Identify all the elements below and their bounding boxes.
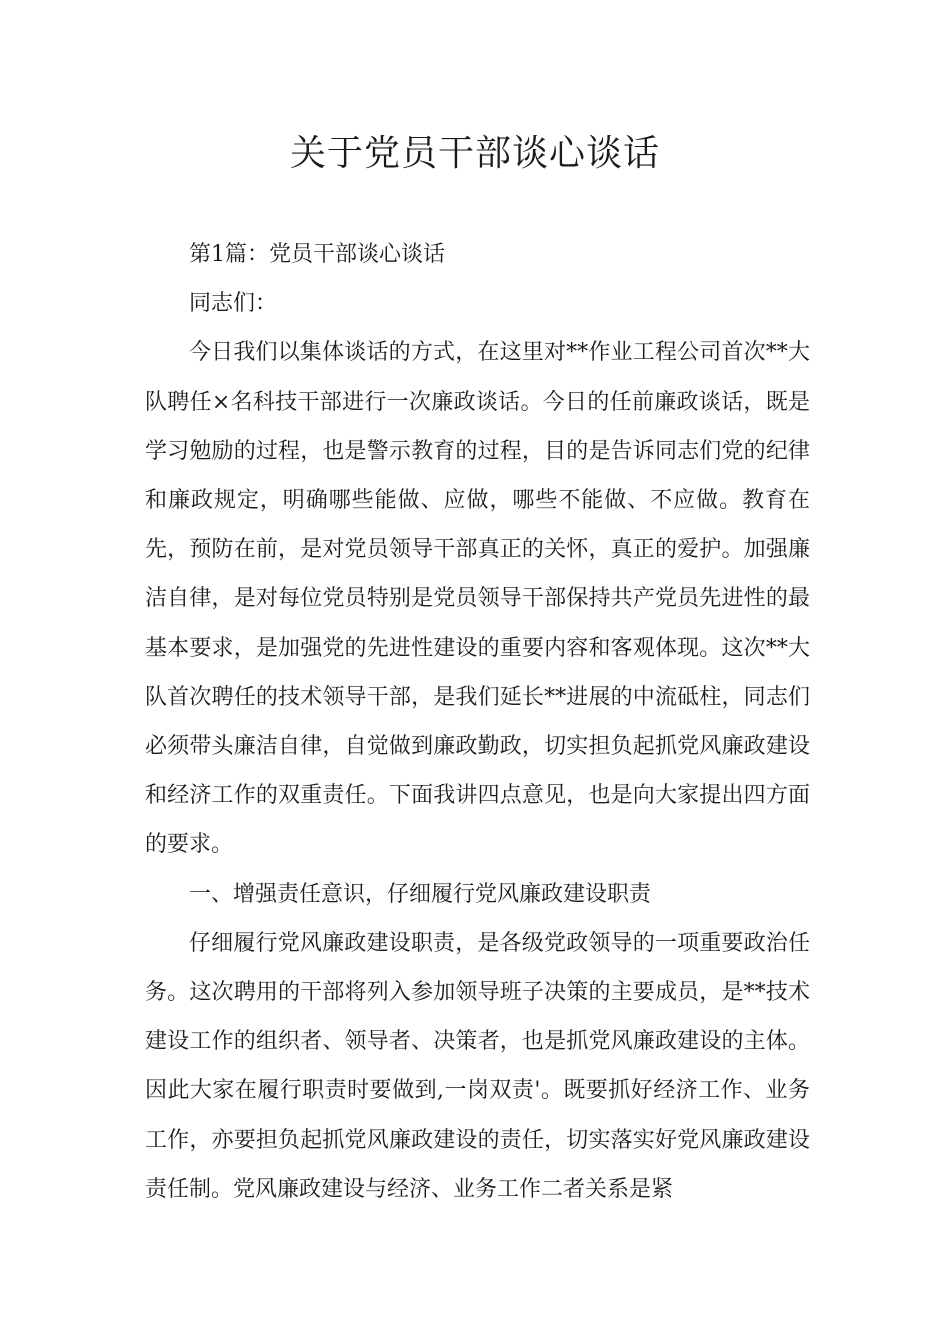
paragraph-intro: 今日我们以集体谈话的方式，在这里对**作业工程公司首次**大队聘任×名科技干部进行一次廉政谈话。今日的任前廉政谈话，既是学习勉励的过程，也是警示教育的过程，目的是告诉同志们党的纪律和廉政规定，明确哪些能做、应做，哪些不能做、不应做。教育在先，预防在前，是对党员领导干部真正的关怀，真正的爱护。加强廉洁自律，是对每位党员特别是党员领导干部保持共产党员先进性的最基本要求，是加强党的先进性建设的重要内容和客观体现。这次**大队首次聘任的技术领导干部，是我们延长**进展的中流砥柱，同志们必须带头廉洁自律，自觉做到廉政勤政，切实担负起抓党风廉政建设和经济工作的双重责任。下面我讲四点意见，也是向大家提出四方面的要求。 <box>145 340 810 858</box>
paragraph-salutation: 同志们： <box>189 291 278 317</box>
document-title: 关于党员干部谈心谈话 <box>289 133 660 174</box>
document-body <box>145 230 810 1214</box>
paragraph-section-heading: 一、增强责任意识，仔细履行党风廉政建设职责 <box>189 881 652 907</box>
paragraph-chapter-heading: 第1篇：党员干部谈心谈话 <box>189 242 445 267</box>
paragraph-section-body: 仔细履行党风廉政建设职责，是各级党政领导的一项重要政治任务。这次聘用的干部将列入参加领导班子决策的主要成员，是**技术建设工作的组织者、领导者、决策者，也是抓党风廉政建设的主体。因此大家在履行职责时要做到,一岗双责'。既要抓好经济工作、业务工作，亦要担负起抓党风廉政建设的责任，切实落实好党风廉政建设责任制。党风廉政建设与经济、业务工作二者关系是紧 <box>145 930 810 1202</box>
